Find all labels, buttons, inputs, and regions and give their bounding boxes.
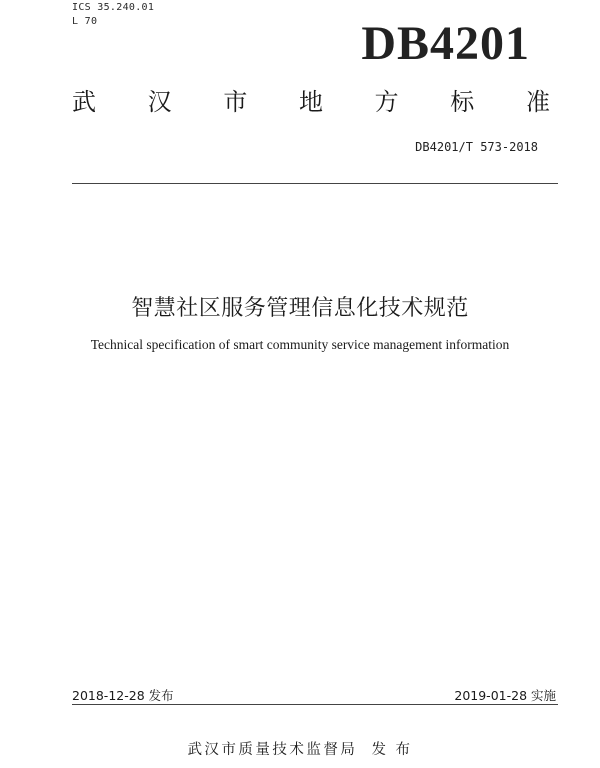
standard-type-char: 市 [223,88,248,116]
publisher-name: 武汉市质量技术监督局 [187,742,358,758]
category-code: L 70 [72,16,98,27]
issue-date: 2018-12-28 发布 [72,688,174,703]
standard-type-char: 汉 [147,88,172,116]
document-title-chinese: 智慧社区服务管理信息化技术规范 [131,296,469,321]
standard-type-char: 地 [298,88,323,116]
ics-code: ICS 35.240.01 [72,2,155,13]
standard-type-char: 武 [72,88,96,116]
standard-code-logo: DB4201 [361,17,530,70]
standard-type-char: 准 [525,88,550,116]
standard-type-char: 标 [450,88,475,116]
document-title-english: Technical specification of smart community service management information [90,337,510,352]
implementation-date: 2019-01-28 实施 [454,688,556,703]
bottom-divider [72,704,558,705]
standard-type-char: 方 [374,88,399,116]
standard-type-heading [72,88,550,116]
top-divider [72,183,558,184]
standard-number: DB4201/T 573-2018 [415,140,538,154]
publish-label: 发 布 [371,742,413,758]
publisher-line [0,738,600,759]
